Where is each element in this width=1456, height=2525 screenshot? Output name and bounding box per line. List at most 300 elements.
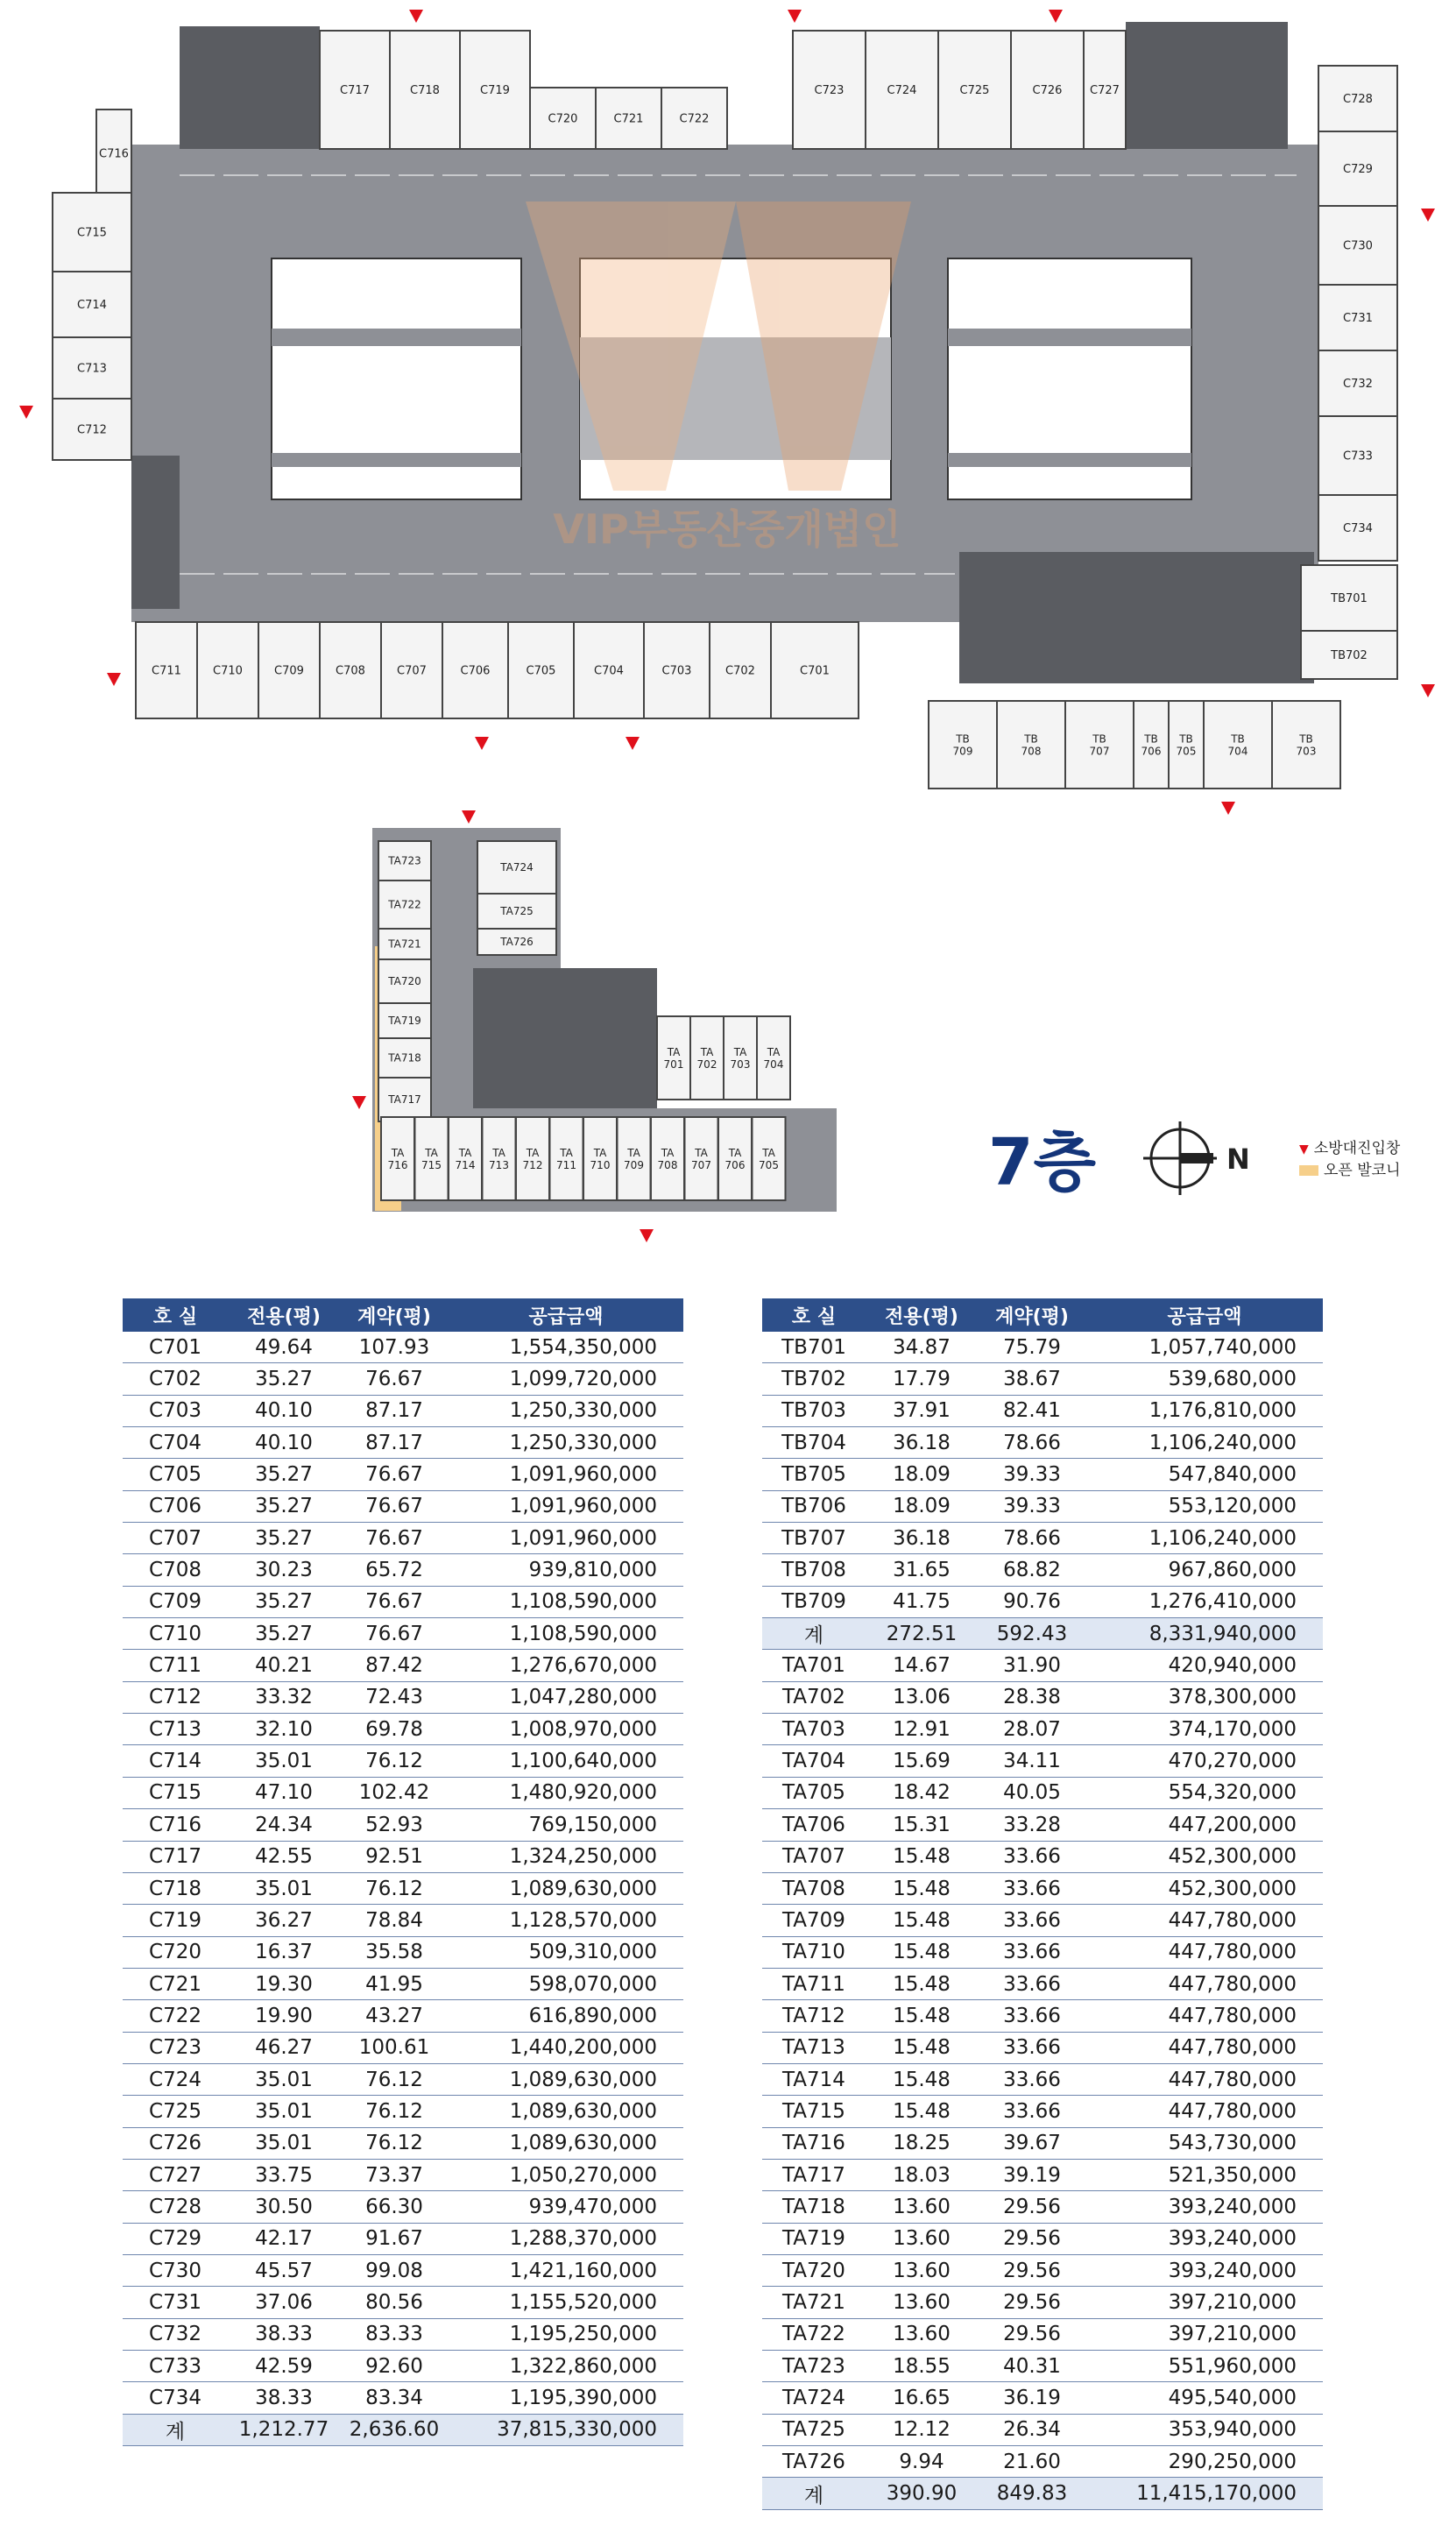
table-cell: 35.27: [228, 1459, 340, 1490]
table-cell: TA719: [762, 2223, 866, 2254]
unit-label: 705: [759, 1158, 779, 1171]
unit-cell: [1301, 565, 1397, 631]
unit-cell: [1134, 701, 1169, 789]
table-cell: 40.21: [228, 1650, 340, 1681]
table-row: [762, 1459, 1323, 1490]
table-cell: 100.61: [340, 2032, 449, 2063]
table-cell: 36.18: [866, 1523, 978, 1554]
unit-cell: [1318, 416, 1397, 495]
unit-label: TB702: [1331, 649, 1368, 663]
table-cell: 35.01: [228, 1872, 340, 1904]
table-cell: 92.60: [340, 2351, 449, 2382]
unit-cell: [477, 841, 556, 894]
table-cell: TB706: [762, 1490, 866, 1522]
table-cell: 35.58: [340, 1936, 449, 1968]
table-cell: 1,106,240,000: [1086, 1427, 1323, 1459]
table-cell: 39.19: [978, 2159, 1086, 2190]
table-cell: 42.55: [228, 1841, 340, 1872]
table-cell: 374,170,000: [1086, 1714, 1323, 1745]
unit-label: TA: [425, 1147, 438, 1160]
table-cell: 66.30: [340, 2191, 449, 2223]
table-cell: 38.33: [228, 2382, 340, 2414]
unit-cell: [381, 622, 442, 718]
table-cell: 30.50: [228, 2191, 340, 2223]
unit-cell: [1318, 66, 1397, 131]
units-ta-middle: [657, 1016, 790, 1100]
table-row: [762, 1586, 1323, 1617]
table-cell: 49.64: [228, 1332, 340, 1363]
unit-label: TB: [1144, 732, 1158, 746]
unit-label: 707: [1089, 745, 1110, 758]
table-cell: 1,089,630,000: [449, 1872, 683, 1904]
table-row: [762, 2446, 1323, 2478]
table-row: [762, 1777, 1323, 1808]
table-cell: TB702: [762, 1363, 866, 1395]
table-row: [762, 2351, 1323, 2382]
table-row: [123, 1490, 683, 1522]
unit-cell: [530, 88, 596, 149]
unit-label: TA724: [500, 861, 534, 874]
unit-label: 703: [1296, 745, 1317, 758]
table-cell: 42.59: [228, 2351, 340, 2382]
unit-label: C732: [1343, 378, 1373, 392]
table-row: [123, 1332, 683, 1363]
table-cell: C732: [123, 2318, 228, 2350]
table-row: [123, 1363, 683, 1395]
table-cell: 393,240,000: [1086, 2254, 1323, 2286]
fire-entry-icon: [1421, 684, 1435, 697]
table-cell: C729: [123, 2223, 228, 2254]
table-cell: 1,108,590,000: [449, 1586, 683, 1617]
units-top-right: [793, 31, 1126, 149]
table-row: [123, 1427, 683, 1459]
table-cell: 76.67: [340, 1523, 449, 1554]
table-cell: 34.11: [978, 1745, 1086, 1777]
unit-cell: [644, 622, 710, 718]
table-row: [123, 1905, 683, 1936]
table-cell: TA721: [762, 2287, 866, 2318]
table-cell: 31.65: [866, 1554, 978, 1586]
table-cell: 13.60: [866, 2191, 978, 2223]
table-cell: 16.65: [866, 2382, 978, 2414]
fire-entry-icon: [462, 810, 476, 824]
table-row: [762, 2159, 1323, 2190]
balcony-swatch-icon: [1299, 1165, 1318, 1176]
table-cell: 40.31: [978, 2351, 1086, 2382]
unit-label: TA: [700, 1046, 714, 1059]
table-cell: 29.56: [978, 2254, 1086, 2286]
table-cell: 447,780,000: [1086, 1905, 1323, 1936]
table-cell: 83.34: [340, 2382, 449, 2414]
table-row: [762, 2191, 1323, 2223]
table-row: [123, 2382, 683, 2414]
unit-cell: [1301, 631, 1397, 679]
table-row: [762, 1841, 1323, 1872]
table-cell: 1,155,520,000: [449, 2287, 683, 2318]
table-cell: TA706: [762, 1809, 866, 1841]
table-cell: 35.27: [228, 1523, 340, 1554]
unit-label: C734: [1343, 522, 1373, 536]
table-cell: 계: [123, 2414, 228, 2445]
unit-label: C719: [480, 84, 510, 98]
table-cell: 41.75: [866, 1586, 978, 1617]
table-cell: 18.42: [866, 1777, 978, 1808]
unit-label: TA: [458, 1147, 472, 1160]
unit-label: 708: [657, 1158, 678, 1171]
table-row: [123, 1395, 683, 1426]
table-cell: 15.48: [866, 1841, 978, 1872]
unit-cell: [378, 929, 431, 959]
legend-balcony-label: 오픈 발코니: [1324, 1162, 1401, 1179]
unit-label: C724: [887, 84, 917, 98]
table-row: [762, 2063, 1323, 2095]
table-cell: 1,324,250,000: [449, 1841, 683, 1872]
table-cell: 1,108,590,000: [449, 1618, 683, 1650]
unit-label: C710: [213, 664, 243, 678]
table-cell: 18.09: [866, 1490, 978, 1522]
table-cell: TA724: [762, 2382, 866, 2414]
table-row: [762, 1809, 1323, 1841]
table-row: [762, 2414, 1323, 2445]
table-cell: 78.84: [340, 1905, 449, 1936]
table-row: [123, 2191, 683, 2223]
table-row: [762, 1427, 1323, 1459]
table-cell: 65.72: [340, 1554, 449, 1586]
table-cell: 38.67: [978, 1363, 1086, 1395]
table-cell: 18.25: [866, 2127, 978, 2159]
table-cell: 33.66: [978, 1841, 1086, 1872]
table-cell: 447,780,000: [1086, 2000, 1323, 2032]
table-row: [123, 1650, 683, 1681]
unit-label: 702: [696, 1057, 717, 1071]
unit-label: TA: [762, 1147, 775, 1160]
table-cell: C705: [123, 1459, 228, 1490]
table-row: [123, 1523, 683, 1554]
table-cell: C720: [123, 1936, 228, 1968]
table-cell: 36.27: [228, 1905, 340, 1936]
table-cell: 1,288,370,000: [449, 2223, 683, 2254]
unit-cell: [690, 1016, 724, 1100]
table-cell: 76.67: [340, 1618, 449, 1650]
unit-cell: [197, 622, 258, 718]
unit-cell: [53, 399, 131, 460]
legend-fire-label: 소방대진입창: [1313, 1140, 1401, 1157]
unit-label: C721: [613, 112, 644, 126]
table-cell: TA705: [762, 1777, 866, 1808]
unit-cell: [508, 622, 574, 718]
table-cell: 1,099,720,000: [449, 1363, 683, 1395]
table-cell: C726: [123, 2127, 228, 2159]
unit-label: 709: [624, 1158, 644, 1171]
table-cell: 8,331,940,000: [1086, 1618, 1323, 1650]
table-cell: 15.48: [866, 1968, 978, 1999]
table-cell: 83.33: [340, 2318, 449, 2350]
unit-label: C708: [336, 664, 365, 678]
red-triangle-icon: ▼: [1299, 1142, 1309, 1156]
fire-entry-icon: [1049, 10, 1063, 23]
unit-cell: [477, 929, 556, 955]
unit-label: TA723: [388, 854, 421, 867]
unit-cell: [724, 1016, 757, 1100]
fire-entry-icon: [409, 10, 423, 23]
table-cell: C716: [123, 1809, 228, 1841]
table-cell: C715: [123, 1777, 228, 1808]
table-cell: 393,240,000: [1086, 2191, 1323, 2223]
column-header: 전용(평): [228, 1298, 340, 1332]
table-cell: TA704: [762, 1745, 866, 1777]
table-cell: TA717: [762, 2159, 866, 2190]
table-cell: 769,150,000: [449, 1809, 683, 1841]
table-cell: 543,730,000: [1086, 2127, 1323, 2159]
unit-label: 709: [952, 745, 973, 758]
table-cell: 33.66: [978, 2000, 1086, 2032]
unit-cell: [516, 1117, 549, 1200]
table-cell: 91.67: [340, 2223, 449, 2254]
table-cell: 35.01: [228, 1745, 340, 1777]
table-cell: 46.27: [228, 2032, 340, 2063]
table-cell: 76.12: [340, 1872, 449, 1904]
table-cell: 33.66: [978, 1968, 1086, 1999]
unit-cell: [378, 1038, 431, 1078]
table-cell: 290,250,000: [1086, 2446, 1323, 2478]
table-cell: TA716: [762, 2127, 866, 2159]
table-cell: 15.48: [866, 2032, 978, 2063]
table-row: [762, 1936, 1323, 1968]
unit-cell: [96, 110, 131, 197]
column-header: 호 실: [762, 1298, 866, 1332]
table-cell: 102.42: [340, 1777, 449, 1808]
table-cell: 40.10: [228, 1427, 340, 1459]
table-cell: 1,212.77: [228, 2414, 340, 2445]
table-cell: 553,120,000: [1086, 1490, 1323, 1522]
table-cell: 551,960,000: [1086, 2351, 1323, 2382]
table-cell: 15.48: [866, 2063, 978, 2095]
unit-label: TA: [733, 1046, 747, 1059]
unit-cell: [320, 622, 381, 718]
column-header: 공급금액: [1086, 1298, 1323, 1332]
unit-cell: [53, 272, 131, 337]
table-cell: 78.66: [978, 1523, 1086, 1554]
unit-label: C720: [548, 112, 578, 126]
unit-label: 714: [455, 1158, 476, 1171]
unit-label: TB: [1231, 732, 1245, 746]
table-cell: 33.32: [228, 1681, 340, 1713]
table-cell: TA707: [762, 1841, 866, 1872]
unit-cell: [320, 31, 390, 149]
north-label: N: [1226, 1142, 1250, 1176]
table-cell: 68.82: [978, 1554, 1086, 1586]
table-row: [762, 2032, 1323, 2063]
table-cell: 33.66: [978, 1872, 1086, 1904]
unit-cell: [258, 622, 320, 718]
unit-cell: [1169, 701, 1204, 789]
unit-label: C701: [800, 664, 830, 678]
table-cell: TB701: [762, 1332, 866, 1363]
table-cell: 18.09: [866, 1459, 978, 1490]
unit-label: TB: [956, 732, 970, 746]
table-row: [762, 1968, 1323, 1999]
table-cell: 11,415,170,000: [1086, 2478, 1323, 2509]
table-cell: C733: [123, 2351, 228, 2382]
table-cell: 35.01: [228, 2096, 340, 2127]
unit-label: C722: [679, 112, 710, 126]
table-row: [123, 1936, 683, 1968]
table-cell: TA711: [762, 1968, 866, 1999]
table-row: [123, 2318, 683, 2350]
table-cell: 33.66: [978, 1905, 1086, 1936]
table-cell: C714: [123, 1745, 228, 1777]
table-cell: TA709: [762, 1905, 866, 1936]
table-row: [123, 1777, 683, 1808]
table-cell: C709: [123, 1586, 228, 1617]
table-cell: TB709: [762, 1586, 866, 1617]
units-bottom-row: [136, 622, 859, 718]
unit-label: 706: [1141, 745, 1162, 758]
unit-cell: [710, 622, 771, 718]
unit-label: C706: [460, 664, 491, 678]
unit-label: 703: [730, 1057, 751, 1071]
unit-cell: [718, 1117, 752, 1200]
table-cell: 1,250,330,000: [449, 1427, 683, 1459]
table-cell: 69.78: [340, 1714, 449, 1745]
unit-label: 711: [556, 1158, 576, 1171]
unit-label: TA: [661, 1147, 675, 1160]
units-ta-right: [477, 841, 556, 955]
unit-label: TB: [1179, 732, 1193, 746]
table-cell: 29.56: [978, 2191, 1086, 2223]
table-cell: C711: [123, 1650, 228, 1681]
unit-label: TA718: [388, 1051, 421, 1064]
table-row: [123, 2254, 683, 2286]
table-cell: 19.90: [228, 2000, 340, 2032]
table-cell: 9.94: [866, 2446, 978, 2478]
unit-cell: [651, 1117, 684, 1200]
table-cell: 1,050,270,000: [449, 2159, 683, 2190]
unit-cell: [771, 622, 859, 718]
table-cell: TA722: [762, 2318, 866, 2350]
unit-label: TA726: [500, 936, 534, 949]
unit-cell: [618, 1117, 651, 1200]
unit-label: C723: [814, 84, 845, 98]
table-cell: 1,091,960,000: [449, 1523, 683, 1554]
table-row: [762, 1872, 1323, 1904]
unit-cell: [938, 31, 1011, 149]
unit-cell: [1318, 131, 1397, 206]
unit-label: TA719: [388, 1015, 421, 1028]
table-cell: 87.42: [340, 1650, 449, 1681]
table-cell: 107.93: [340, 1332, 449, 1363]
table-cell: 21.60: [978, 2446, 1086, 2478]
table-cell: 1,089,630,000: [449, 2127, 683, 2159]
table-cell: 76.67: [340, 1363, 449, 1395]
compass-icon: [1143, 1121, 1250, 1195]
unit-cell: [136, 622, 197, 718]
table-cell: 73.37: [340, 2159, 449, 2190]
column-header: 전용(평): [866, 1298, 978, 1332]
table-cell: 76.12: [340, 1745, 449, 1777]
unit-label: 710: [590, 1158, 611, 1171]
table-cell: 41.95: [340, 1968, 449, 1999]
table-cell: 26.34: [978, 2414, 1086, 2445]
table-cell: 87.17: [340, 1395, 449, 1426]
table-cell: 35.01: [228, 2063, 340, 2095]
fire-entry-icon: [475, 737, 489, 750]
table-row: [762, 1332, 1323, 1363]
table-cell: 76.12: [340, 2063, 449, 2095]
table-row: [123, 2032, 683, 2063]
table-cell: 447,200,000: [1086, 1809, 1323, 1841]
table-cell: 29.56: [978, 2223, 1086, 2254]
unit-label: C704: [594, 664, 624, 678]
table-cell: 37.91: [866, 1395, 978, 1426]
table-cell: 397,210,000: [1086, 2318, 1323, 2350]
table-cell: C722: [123, 2000, 228, 2032]
table-cell: 계: [762, 2478, 866, 2509]
table-cell: C721: [123, 1968, 228, 1999]
table-cell: 1,176,810,000: [1086, 1395, 1323, 1426]
table-cell: 87.17: [340, 1427, 449, 1459]
table-row: [123, 1872, 683, 1904]
table-cell: 521,350,000: [1086, 2159, 1323, 2190]
table-row: [762, 2382, 1323, 2414]
column-header: 계약(평): [340, 1298, 449, 1332]
table-cell: 52.93: [340, 1809, 449, 1841]
table-cell: 547,840,000: [1086, 1459, 1323, 1490]
units-tb-row: [929, 701, 1340, 789]
unit-label: 704: [763, 1057, 784, 1071]
unit-label: 708: [1021, 745, 1042, 758]
table-row: [123, 2223, 683, 2254]
unit-label: TA722: [388, 898, 421, 911]
table-cell: 38.33: [228, 2318, 340, 2350]
unit-label: TA: [593, 1147, 607, 1160]
table-cell: C730: [123, 2254, 228, 2286]
table-cell: 35.27: [228, 1490, 340, 1522]
table-cell: 592.43: [978, 1618, 1086, 1650]
unit-cell: [381, 1117, 414, 1200]
unit-label: C705: [526, 664, 556, 678]
table-cell: 76.12: [340, 2096, 449, 2127]
unit-label: 707: [691, 1158, 711, 1171]
table-cell: TB705: [762, 1459, 866, 1490]
table-cell: 34.87: [866, 1332, 978, 1363]
table-cell: 90.76: [978, 1586, 1086, 1617]
table-cell: 495,540,000: [1086, 2382, 1323, 2414]
unit-cell: [53, 337, 131, 399]
unit-label: 706: [724, 1158, 746, 1171]
table-cell: 1,089,630,000: [449, 2096, 683, 2127]
table-cell: 12.12: [866, 2414, 978, 2445]
column-header: 호 실: [123, 1298, 228, 1332]
table-cell: 554,320,000: [1086, 1777, 1323, 1808]
unit-label: C731: [1343, 312, 1373, 326]
unit-label: 713: [489, 1158, 509, 1171]
floor-plan: [0, 0, 1456, 1262]
unit-label: C713: [77, 362, 107, 376]
table-cell: 598,070,000: [449, 1968, 683, 1999]
unit-label: 715: [421, 1158, 442, 1171]
unit-cell: [378, 841, 431, 881]
unit-cell: [661, 88, 727, 149]
table-row: [123, 2414, 683, 2445]
table-row: [123, 1586, 683, 1617]
unit-label: C717: [340, 84, 370, 98]
table-cell: 35.27: [228, 1586, 340, 1617]
table-cell: C706: [123, 1490, 228, 1522]
price-table-left: [123, 1298, 683, 2446]
table-row: [123, 1681, 683, 1713]
table-cell: 272.51: [866, 1618, 978, 1650]
